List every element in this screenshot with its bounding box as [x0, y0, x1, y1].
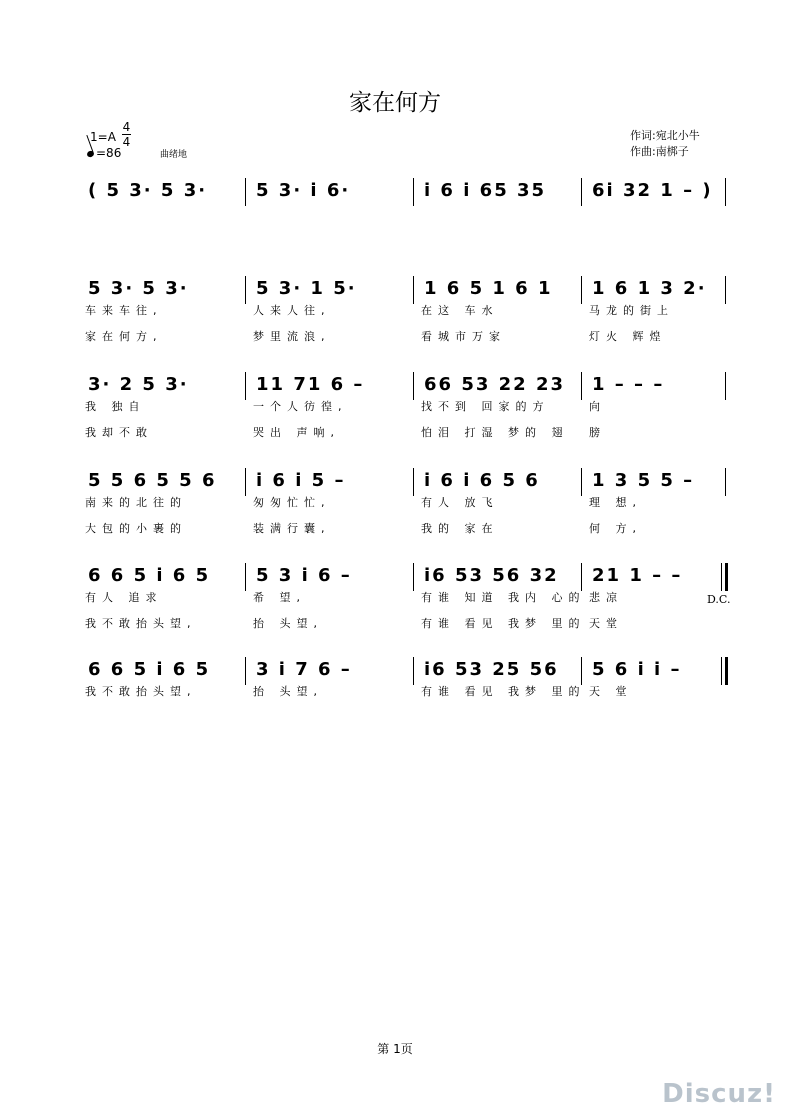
lyric-verse-2: 装满行囊,	[253, 522, 331, 535]
end-bar-line-thick	[725, 657, 728, 685]
lyric-verse-2: 我却不敢	[85, 426, 153, 439]
end-bar-line-thick	[725, 563, 728, 591]
measure-notes: 6 6 5 i 6 5	[88, 565, 211, 586]
measure-notes: 5 3· 5 3·	[88, 278, 189, 299]
lyric-verse-1: 匆匆忙忙,	[253, 496, 331, 509]
time-signature-bottom: 4	[122, 135, 131, 149]
lyric-verse-2: 有谁 看见 我梦 里的	[421, 617, 586, 630]
lyric-verse-2: 看城市万家	[421, 330, 506, 343]
lyric-verse-1: 天 堂	[589, 685, 633, 698]
lyric-verse-2: 抬 头望,	[253, 617, 323, 630]
lyric-verse-1: 有谁 看见 我梦 里的	[421, 685, 586, 698]
time-signature-top: 4	[122, 120, 131, 134]
end-bar-line	[725, 178, 726, 206]
lyric-verse-1: 悲凉	[589, 591, 623, 604]
quarter-note-icon	[86, 150, 95, 158]
tempo-marking: =86	[87, 146, 121, 160]
lyric-verse-1: 我不敢抬头望,	[85, 685, 197, 698]
end-bar-line-thin	[721, 563, 722, 591]
bar-line	[581, 563, 582, 591]
bar-line	[245, 563, 246, 591]
end-bar-line-thin	[721, 657, 722, 685]
lyric-verse-2: 我的 家在	[421, 522, 499, 535]
measure-notes: 1 6 5 1 6 1	[424, 278, 553, 299]
lyric-verse-1: 有人 放飞	[421, 496, 499, 509]
lyric-verse-1: 理 想,	[589, 496, 642, 509]
score-row	[80, 468, 730, 548]
bar-line	[413, 563, 414, 591]
measure-notes: i 6 i 65 35	[424, 180, 547, 201]
bar-line	[245, 178, 246, 206]
page-number: 第 1页	[377, 1042, 413, 1056]
score-row	[80, 178, 730, 258]
lyric-verse-1: 向	[589, 400, 606, 413]
lyric-verse-1: 在这 车水	[421, 304, 499, 317]
style-note: 曲绪地	[160, 150, 188, 160]
lyric-verse-2: 怕泪 打湿 梦的 翅	[421, 426, 569, 439]
bar-line	[581, 276, 582, 304]
lyric-verse-2: 天堂	[589, 617, 623, 630]
measure-notes: i 6 i 5 –	[256, 470, 346, 491]
measure-notes: 3 i 7 6 –	[256, 659, 352, 680]
bar-line	[245, 276, 246, 304]
lyric-verse-1: 人来人往,	[253, 304, 331, 317]
lyric-verse-1: 希 望,	[253, 591, 306, 604]
measure-notes: 21 1 – –	[592, 565, 683, 586]
measure-notes: 1 6 1 3 2·	[592, 278, 707, 299]
song-title: 家在何方	[349, 90, 441, 116]
bar-line	[581, 178, 582, 206]
lyricist-credit: 作词:宛北小牛	[630, 129, 700, 142]
bar-line	[581, 657, 582, 685]
bar-line	[245, 468, 246, 496]
lyric-verse-1: 我 独自	[85, 400, 146, 413]
composer-credit: 作曲:南梆子	[630, 145, 689, 158]
measure-notes: 1 3 5 5 –	[592, 470, 695, 491]
lyric-verse-1: 有人 追求	[85, 591, 163, 604]
bar-line	[413, 276, 414, 304]
lyric-verse-2: 哭出 声响,	[253, 426, 340, 439]
measure-notes: i6 53 25 56	[424, 659, 559, 680]
lyric-verse-1: 抬 头望,	[253, 685, 323, 698]
measure-notes: 11 71 6 –	[256, 374, 365, 395]
bar-line	[245, 372, 246, 400]
measure-notes: 5 3· 1 5·	[256, 278, 357, 299]
end-bar-line	[725, 372, 726, 400]
measure-notes: i6 53 56 32	[424, 565, 559, 586]
bar-line	[581, 372, 582, 400]
da-capo-marking: D.C.	[707, 593, 731, 606]
measure-notes: 6 6 5 i 6 5	[88, 659, 211, 680]
bar-line	[413, 657, 414, 685]
bar-line	[245, 657, 246, 685]
measure-notes: 1 – – –	[592, 374, 665, 395]
lyric-verse-2: 我不敢抬头望,	[85, 617, 197, 630]
measure-notes: 5 6 i i –	[592, 659, 682, 680]
lyric-verse-1: 有谁 知道 我内 心的	[421, 591, 586, 604]
lyric-verse-2: 灯火 辉煌	[589, 330, 667, 343]
lyric-verse-2: 大包的小裹的	[85, 522, 187, 535]
measure-notes: 3· 2 5 3·	[88, 374, 189, 395]
measure-notes: 6i 32 1 – )	[592, 180, 713, 201]
score-row	[80, 372, 730, 452]
lyric-verse-2: 膀	[589, 426, 606, 439]
time-signature	[122, 120, 131, 149]
measure-notes: 66 53 22 23	[424, 374, 565, 395]
bar-line	[413, 372, 414, 400]
lyric-verse-1: 马龙的街上	[589, 304, 674, 317]
measure-notes: ( 5 3· 5 3·	[88, 180, 208, 201]
measure-notes: 5 5 6 5 5 6	[88, 470, 217, 491]
end-bar-line	[725, 276, 726, 304]
measure-notes: 5 3 i 6 –	[256, 565, 352, 586]
measure-notes: 5 3· i 6·	[256, 180, 351, 201]
bar-line	[581, 468, 582, 496]
bar-line	[413, 468, 414, 496]
watermark-logo: Discuz!	[662, 1079, 776, 1109]
lyric-verse-1: 一个人彷徨,	[253, 400, 348, 413]
lyric-verse-2: 家在何方,	[85, 330, 163, 343]
lyric-verse-2: 何 方,	[589, 522, 642, 535]
credits	[630, 128, 700, 160]
lyric-verse-2: 梦里流浪,	[253, 330, 331, 343]
lyric-verse-1: 南来的北往的	[85, 496, 187, 509]
key-signature: 1=A	[90, 130, 116, 144]
lyric-verse-1: 找不到 回家的方	[421, 400, 550, 413]
lyric-verse-1: 车来车往,	[85, 304, 163, 317]
score-row	[80, 276, 730, 356]
end-bar-line	[725, 468, 726, 496]
score-row	[80, 657, 730, 737]
measure-notes: i 6 i 6 5 6	[424, 470, 540, 491]
score-row	[80, 563, 730, 643]
bar-line	[413, 178, 414, 206]
